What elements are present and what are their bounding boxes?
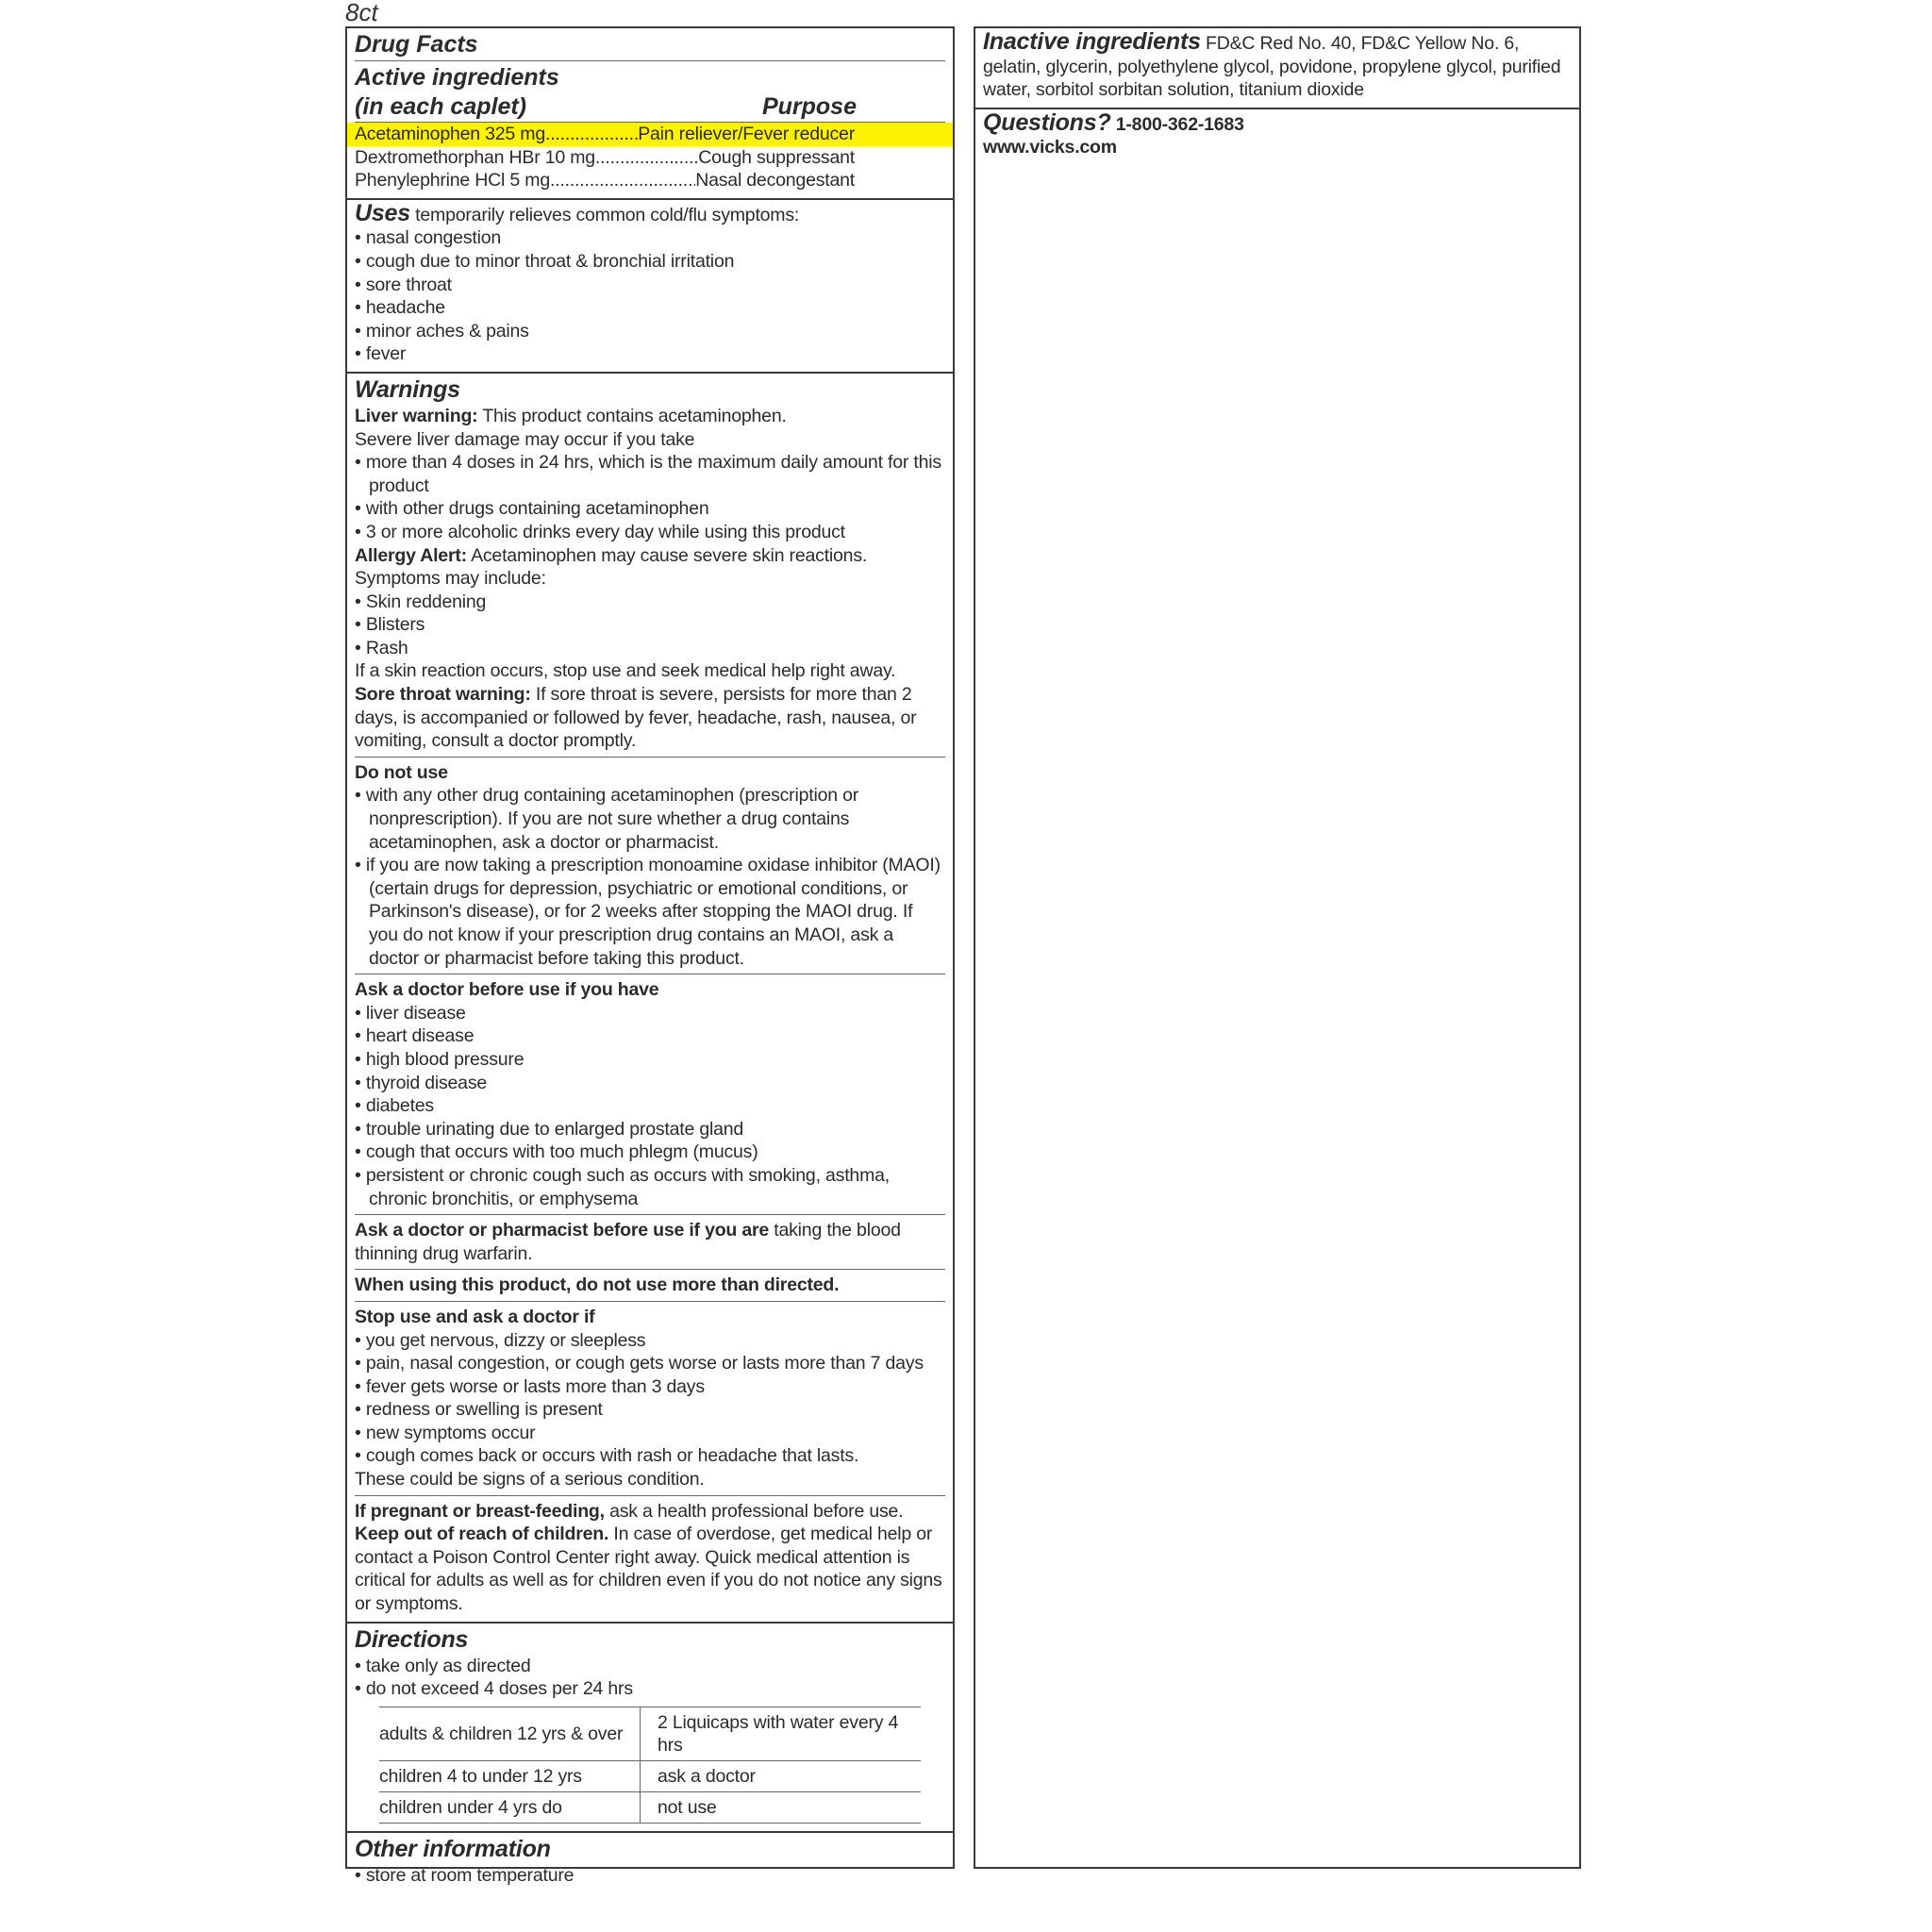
liver-warning-text: Severe liver damage may occur if you take [355, 428, 695, 450]
list-item: • more than 4 doses in 24 hrs, which is the maximum daily amount for this product [355, 452, 941, 496]
table-cell: children 4 to under 12 yrs [379, 1760, 641, 1791]
other-information-heading: Other information [355, 1835, 551, 1862]
list-item: • liver disease [355, 1002, 466, 1024]
leader-dots [550, 169, 695, 192]
list-item: • sore throat [355, 274, 452, 295]
directions-section [347, 1624, 953, 1833]
stop-use-heading: Stop use and ask a doctor if [355, 1306, 595, 1327]
list-item: • minor aches & pains [355, 320, 529, 341]
leader-dots [595, 146, 698, 170]
uses-heading: Uses [355, 199, 410, 226]
table-cell: 2 Liquicaps with water every 4 hrs [641, 1707, 922, 1760]
other-information-section [347, 1833, 953, 1893]
stop-use-subsection [355, 1301, 945, 1491]
list-item: • 3 or more alcoholic drinks every day while using this product [355, 521, 845, 542]
list-item: • store at room temperature [355, 1864, 575, 1886]
table-row [379, 1707, 921, 1760]
ingredient-row [355, 169, 945, 192]
list-item: • fever gets worse or lasts more than 3 days [355, 1375, 705, 1397]
questions-section [975, 109, 1579, 165]
table-row [379, 1760, 921, 1791]
sore-throat-warning: Sore throat warning: If sore throat is severe, persists for more than 2 days, is accompanied or followed by fever, headache, rash, nausea, or vomiting, consult a doctor promptly. [355, 684, 917, 752]
list-item: • Blisters [355, 614, 425, 636]
ingredient-row [347, 123, 953, 146]
purpose-heading: Purpose [761, 93, 857, 120]
inactive-ingredients-section [975, 28, 1579, 109]
list-item: • Skin reddening [355, 591, 487, 612]
drug-facts-right-panel [974, 26, 1581, 1869]
ingredient-purpose: Pain reliever/Fever reducer [638, 124, 855, 144]
list-item: • Rash [355, 637, 408, 658]
list-item: • do not exceed 4 doses per 24 hrs [355, 1678, 633, 1700]
ask-doctor-heading: Ask a doctor before use if you have [355, 979, 659, 1001]
questions-heading: Questions? [983, 108, 1111, 136]
allergy-alert-text: Symptoms may include: [355, 568, 546, 590]
list-item: • if you are now taking a prescription monoamine oxidase inhibitor (MAOI) (certain drugs for depression, psychiatric or emotional conditions, or Parkinson's disease), or for 2 weeks after stopping the MAOI drug. If you do not know if your prescription drug contains an MAOI, ask a doctor or pharmacist before taking this product. [355, 855, 941, 969]
count-label: 8ct [345, 0, 378, 26]
active-ingredients-section [347, 28, 953, 200]
list-item: • headache [355, 297, 445, 319]
drug-facts-title: Drug Facts [355, 30, 945, 61]
ingredient-purpose: Cough suppressant [698, 146, 855, 168]
list-item: • pain, nasal congestion, or cough gets worse or lasts more than 7 days [355, 1353, 924, 1374]
uses-intro: temporarily relieves common cold/flu symptoms: [409, 204, 800, 225]
list-item: • take only as directed [355, 1655, 531, 1676]
drug-facts-left-panel [345, 26, 955, 1886]
active-subheading-row [355, 92, 945, 123]
ingredient-name: Dextromethorphan HBr 10 mg [355, 146, 595, 168]
list-item: • high blood pressure [355, 1048, 525, 1070]
do-not-use-heading: Do not use [355, 761, 448, 783]
list-item: • with other drugs containing acetaminophen [355, 498, 709, 520]
allergy-after-text: If a skin reaction occurs, stop use and seek medical help right away. [355, 660, 896, 682]
ingredient-name: Phenylephrine HCl 5 mg [355, 170, 550, 192]
list-item: • new symptoms occur [355, 1422, 536, 1443]
website-link[interactable]: www.vicks.com [983, 137, 1117, 158]
list-item: • thyroid disease [355, 1072, 488, 1093]
ask-pharmacist-subsection: Ask a doctor or pharmacist before use if you are taking the blood thinning drug warfarin. [355, 1214, 945, 1265]
uses-section [347, 200, 953, 374]
active-subheading: (in each caplet) [355, 93, 526, 120]
list-item: • redness or swelling is present [355, 1399, 603, 1421]
table-cell: ask a doctor [641, 1760, 922, 1791]
liver-warning: Liver warning: This product contains acetaminophen. [355, 405, 787, 426]
leader-dots [545, 123, 638, 146]
table-cell: not use [641, 1791, 922, 1823]
directions-heading: Directions [355, 1625, 469, 1653]
ingredient-name: Acetaminophen 325 mg [355, 124, 545, 144]
inactive-ingredients-text: FD&C Red No. 40, FD&C Yellow No. 6, gelatin, glycerin, polyethylene glycol, povidone, propylene glycol, purified water, sorbitol sorbitan solution, titanium dioxide [983, 33, 1561, 101]
inactive-ingredients-heading: Inactive ingredients [983, 28, 1201, 55]
directions-table [379, 1707, 921, 1824]
table-cell: children under 4 yrs do [379, 1791, 641, 1823]
list-item: • nasal congestion [355, 227, 502, 249]
list-item: • with any other drug containing acetaminophen (prescription or nonprescription). If you are not sure whether a drug contains acetaminophen, ask a doctor or pharmacist. [355, 785, 859, 853]
when-using-subsection: When using this product, do not use more than directed. [355, 1269, 945, 1297]
list-item: • trouble urinating due to enlarged prostate gland [355, 1118, 744, 1140]
phone-number: 1-800-362-1683 [1110, 113, 1244, 135]
list-item: • cough that occurs with too much phlegm (mucus) [355, 1141, 758, 1163]
table-row [379, 1791, 921, 1823]
ingredient-purpose: Nasal decongestant [695, 170, 855, 192]
pregnancy-subsection: If pregnant or breast-feeding, ask a health professional before use. Keep out of reach of children. In case of overdose, get medical help or contact a Poison Control Center right away. Quick medical attention is critical for adults as well as for children even if you do not notice any signs or symptoms. [355, 1495, 945, 1616]
ask-doctor-subsection [355, 974, 945, 1210]
stop-after-text: These could be signs of a serious condition. [355, 1469, 705, 1491]
list-item: • heart disease [355, 1025, 475, 1047]
warnings-heading: Warnings [355, 375, 460, 403]
active-ingredients-heading: Active ingredients [355, 64, 559, 91]
list-item: • diabetes [355, 1095, 434, 1117]
list-item: • cough due to minor throat & bronchial irritation [355, 250, 735, 272]
list-item: • cough comes back or occurs with rash or headache that lasts. [355, 1445, 859, 1467]
allergy-alert: Allergy Alert: Acetaminophen may cause severe skin reactions. [355, 544, 868, 566]
list-item: • persistent or chronic cough such as occurs with smoking, asthma, chronic bronchitis, or emphysema [355, 1164, 890, 1209]
table-cell: adults & children 12 yrs & over [379, 1707, 641, 1760]
list-item: • you get nervous, dizzy or sleepless [355, 1329, 646, 1351]
list-item: • fever [355, 343, 407, 365]
warnings-section [347, 374, 953, 1624]
do-not-use-subsection [355, 757, 945, 970]
ingredient-row [355, 146, 945, 170]
